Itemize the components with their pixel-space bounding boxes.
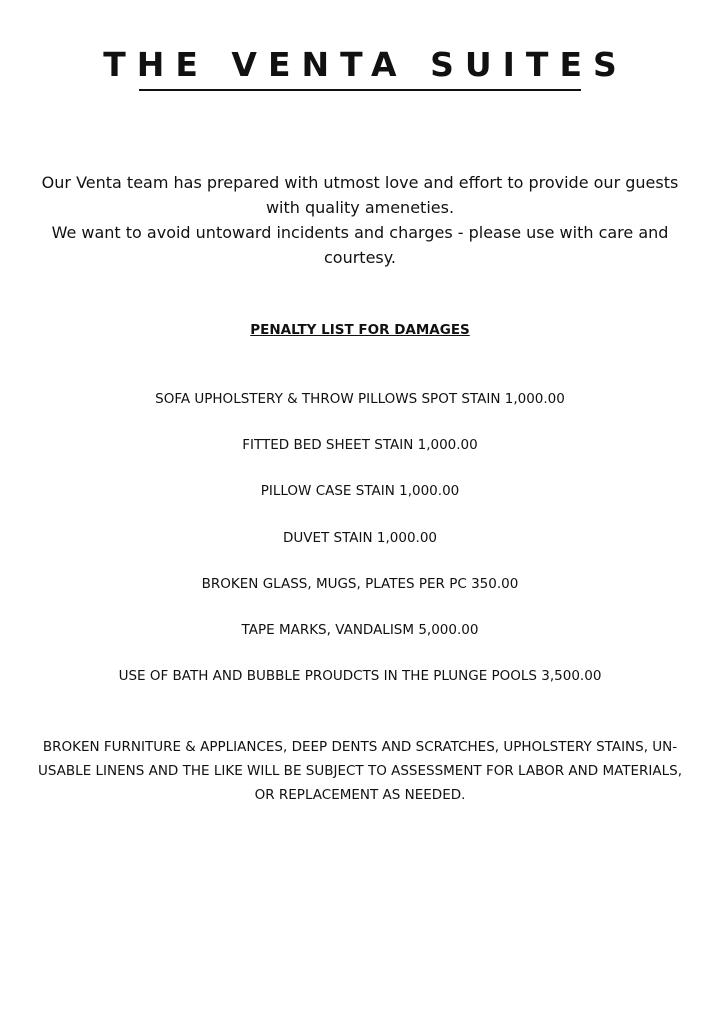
page-title: THE VENTA SUITES [103,45,628,84]
penalty-item-tape-marks: TAPE MARKS, VANDALISM 5,000.00 [241,621,479,638]
title-underline [139,89,581,91]
intro-paragraph-1: Our Venta team has prepared with utmost love and effort to provide our guests with quality ameneties. [41,173,679,217]
penalty-list-heading: PENALTY LIST FOR DAMAGES [250,322,470,338]
intro-paragraph-2: We want to avoid untoward incidents and charges - please use with care and courtesy. [51,223,669,267]
penalty-item-duvet-stain: DUVET STAIN 1,000.00 [282,529,438,546]
intro-text [30,170,690,270]
penalty-item-broken-glass: BROKEN GLASS, MUGS, PLATES PER PC 350.00 [201,575,519,592]
penalty-item-sofa-stain: SOFA UPHOLSTERY & THROW PILLOWS SPOT STAIN 1,000.00 [155,391,565,407]
penalty-item-pillow-case-stain: PILLOW CASE STAIN 1,000.00 [260,483,460,500]
penalty-list [0,388,720,711]
assessment-note: BROKEN FURNITURE & APPLIANCES, DEEP DENTS AND SCRATCHES, UPHOLSTERY STAINS, UN-USABLE LINENS AND THE LIKE WILL BE SUBJECT TO ASSESSMENT FOR LABOR AND MATERIALS, OR REPLACEMENT AS NEEDED. [37,739,683,803]
penalty-item-plunge-pool-products: USE OF BATH AND BUBBLE PROUDCTS IN THE PLUNGE POOLS 3,500.00 [118,668,602,685]
penalty-item-bed-sheet-stain: FITTED BED SHEET STAIN 1,000.00 [242,437,478,454]
